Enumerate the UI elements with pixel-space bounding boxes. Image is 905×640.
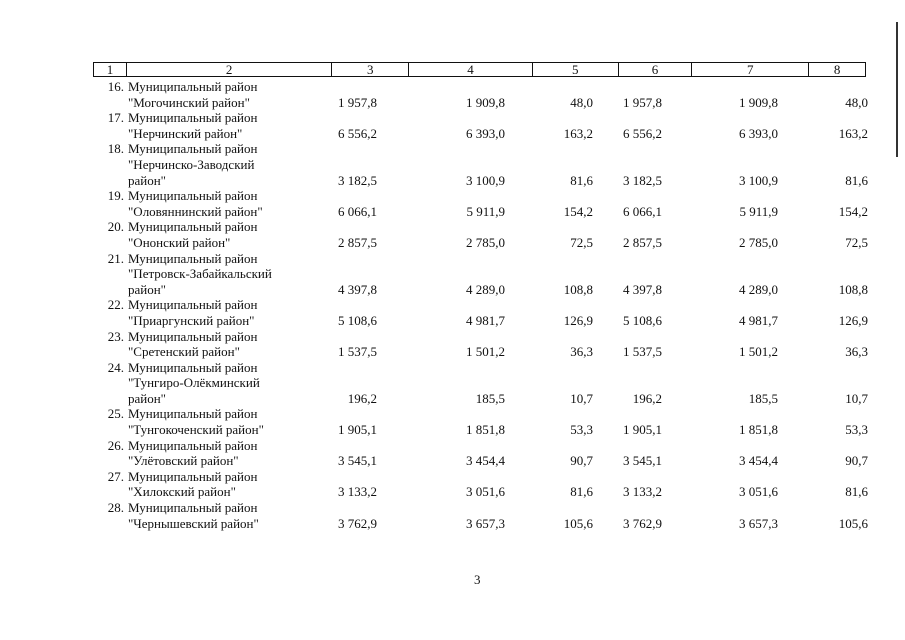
value-col-7: 185,5 <box>748 390 778 406</box>
value-col-6: 3 762,9 <box>623 515 662 531</box>
row-number: 18. <box>107 141 124 157</box>
value-col-3: 2 857,5 <box>338 234 377 250</box>
value-col-5: 72,5 <box>570 234 593 250</box>
row-number: 27. <box>107 468 124 484</box>
value-col-7: 3 051,6 <box>739 484 778 500</box>
header-col-8: 8 <box>833 62 841 77</box>
value-col-3: 6 556,2 <box>338 125 377 141</box>
row-number: 25. <box>107 406 124 422</box>
value-col-6: 1 905,1 <box>623 422 662 438</box>
table-row <box>93 141 873 188</box>
value-col-6: 3 545,1 <box>623 453 662 469</box>
value-col-8: 36,3 <box>845 344 868 360</box>
district-name: Муниципальный район "Петровск-Забайкальский район" <box>128 250 272 297</box>
value-col-7: 1 851,8 <box>739 422 778 438</box>
row-number: 26. <box>107 437 124 453</box>
district-name: Муниципальный район "Хилокский район" <box>128 468 258 500</box>
value-col-4: 3 454,4 <box>466 453 505 469</box>
header-col-2: 2 <box>127 63 332 76</box>
value-col-5: 126,9 <box>563 312 593 328</box>
value-col-3: 1 905,1 <box>338 422 377 438</box>
value-col-6: 6 556,2 <box>623 125 662 141</box>
table-row <box>93 360 873 407</box>
value-col-8: 90,7 <box>845 453 868 469</box>
district-name: Муниципальный район "Тунгиро-Олёкминский район" <box>128 359 260 406</box>
value-col-7: 2 785,0 <box>739 234 778 250</box>
value-col-5: 36,3 <box>570 344 593 360</box>
row-number: 24. <box>107 359 124 375</box>
table-row <box>93 406 873 437</box>
table-header <box>93 62 866 77</box>
value-col-6: 4 397,8 <box>623 281 662 297</box>
value-col-5: 105,6 <box>563 515 593 531</box>
value-col-4: 6 393,0 <box>466 125 505 141</box>
value-col-6: 6 066,1 <box>623 203 662 219</box>
row-number: 21. <box>107 250 124 266</box>
value-col-3: 3 133,2 <box>338 484 377 500</box>
value-col-8: 81,6 <box>845 172 868 188</box>
row-number: 22. <box>107 297 124 313</box>
header-col-7: 7 <box>692 63 809 76</box>
district-name: Муниципальный район "Оловяннинский район" <box>128 188 263 219</box>
header-col-5: 5 <box>533 63 619 76</box>
row-number: 16. <box>107 79 124 94</box>
value-col-4: 3 100,9 <box>466 172 505 188</box>
district-name: Муниципальный район "Чернышевский район" <box>128 500 259 531</box>
value-col-4: 2 785,0 <box>466 234 505 250</box>
value-col-3: 196,2 <box>347 390 377 406</box>
table-row <box>93 110 873 141</box>
value-col-5: 53,3 <box>570 422 593 438</box>
district-name: Муниципальный район "Сретенский район" <box>128 328 258 360</box>
value-col-7: 3 100,9 <box>739 172 778 188</box>
value-col-6: 3 182,5 <box>623 172 662 188</box>
value-col-6: 3 133,2 <box>623 484 662 500</box>
table-body <box>93 79 873 531</box>
value-col-7: 4 289,0 <box>739 281 778 297</box>
value-col-7: 3 454,4 <box>739 453 778 469</box>
value-col-3: 4 397,8 <box>338 281 377 297</box>
value-col-8: 154,2 <box>838 203 868 219</box>
value-col-6: 1 957,8 <box>623 94 662 110</box>
row-number: 17. <box>107 110 124 126</box>
header-col-6: 6 <box>619 63 693 76</box>
header-col-4: 4 <box>409 63 533 76</box>
value-col-3: 3 545,1 <box>338 453 377 469</box>
header-col-1: 1 <box>94 63 127 76</box>
table-row <box>93 438 873 469</box>
value-col-7: 3 657,3 <box>739 515 778 531</box>
district-name: Муниципальный район "Нерчинско-Заводский район" <box>128 141 258 188</box>
district-name: Муниципальный район "Нерчинский район" <box>128 110 258 141</box>
value-col-4: 4 289,0 <box>466 281 505 297</box>
value-col-7: 4 981,7 <box>739 312 778 328</box>
district-name: Муниципальный район "Улётовский район" <box>128 437 258 469</box>
table-row <box>93 297 873 328</box>
value-col-7: 5 911,9 <box>739 203 778 219</box>
value-col-4: 4 981,7 <box>466 312 505 328</box>
value-col-5: 154,2 <box>563 203 593 219</box>
page-number: 3 <box>474 572 481 587</box>
value-col-8: 126,9 <box>838 312 868 328</box>
value-col-5: 90,7 <box>570 453 593 469</box>
value-col-3: 3 182,5 <box>338 172 377 188</box>
value-col-8: 72,5 <box>845 234 868 250</box>
header-col-3: 3 <box>332 63 409 76</box>
value-col-3: 1 537,5 <box>338 344 377 360</box>
value-col-8: 108,8 <box>838 281 868 297</box>
district-name: Муниципальный район "Могочинский район" <box>128 79 258 110</box>
value-col-3: 5 108,6 <box>338 312 377 328</box>
value-col-8: 163,2 <box>838 125 868 141</box>
value-col-8: 53,3 <box>845 422 868 438</box>
table-row <box>93 188 873 219</box>
value-col-4: 3 051,6 <box>466 484 505 500</box>
table-row <box>93 219 873 250</box>
value-col-6: 1 537,5 <box>623 344 662 360</box>
value-col-3: 6 066,1 <box>338 203 377 219</box>
value-col-7: 1 501,2 <box>739 344 778 360</box>
value-col-5: 81,6 <box>570 484 593 500</box>
row-number: 19. <box>107 188 124 204</box>
value-col-6: 2 857,5 <box>623 234 662 250</box>
value-col-4: 185,5 <box>475 390 505 406</box>
value-col-6: 196,2 <box>632 390 662 406</box>
row-number: 23. <box>107 328 124 344</box>
value-col-7: 6 393,0 <box>739 125 778 141</box>
value-col-8: 48,0 <box>845 94 868 110</box>
district-name: Муниципальный район "Приаргунский район" <box>128 297 258 328</box>
value-col-7: 1 909,8 <box>739 94 778 110</box>
value-col-4: 1 851,8 <box>466 422 505 438</box>
district-name: Муниципальный район "Ононский район" <box>128 219 258 250</box>
value-col-4: 1 909,8 <box>466 94 505 110</box>
value-col-8: 105,6 <box>838 515 868 531</box>
table-row <box>93 79 873 110</box>
value-col-5: 163,2 <box>563 125 593 141</box>
table-row <box>93 251 873 298</box>
value-col-3: 1 957,8 <box>338 94 377 110</box>
value-col-5: 81,6 <box>570 172 593 188</box>
table-row <box>93 329 873 360</box>
value-col-5: 10,7 <box>570 390 593 406</box>
value-col-6: 5 108,6 <box>623 312 662 328</box>
row-number: 28. <box>107 500 124 516</box>
district-name: Муниципальный район "Тунгокоченский район" <box>128 406 264 438</box>
value-col-4: 5 911,9 <box>466 203 505 219</box>
value-col-8: 10,7 <box>845 390 868 406</box>
row-number: 20. <box>107 219 124 235</box>
table-row <box>93 500 873 531</box>
value-col-4: 3 657,3 <box>466 515 505 531</box>
table-row <box>93 469 873 500</box>
margin-rule <box>896 22 898 157</box>
value-col-4: 1 501,2 <box>466 344 505 360</box>
value-col-8: 81,6 <box>845 484 868 500</box>
value-col-5: 108,8 <box>563 281 593 297</box>
value-col-3: 3 762,9 <box>338 515 377 531</box>
value-col-5: 48,0 <box>570 94 593 110</box>
